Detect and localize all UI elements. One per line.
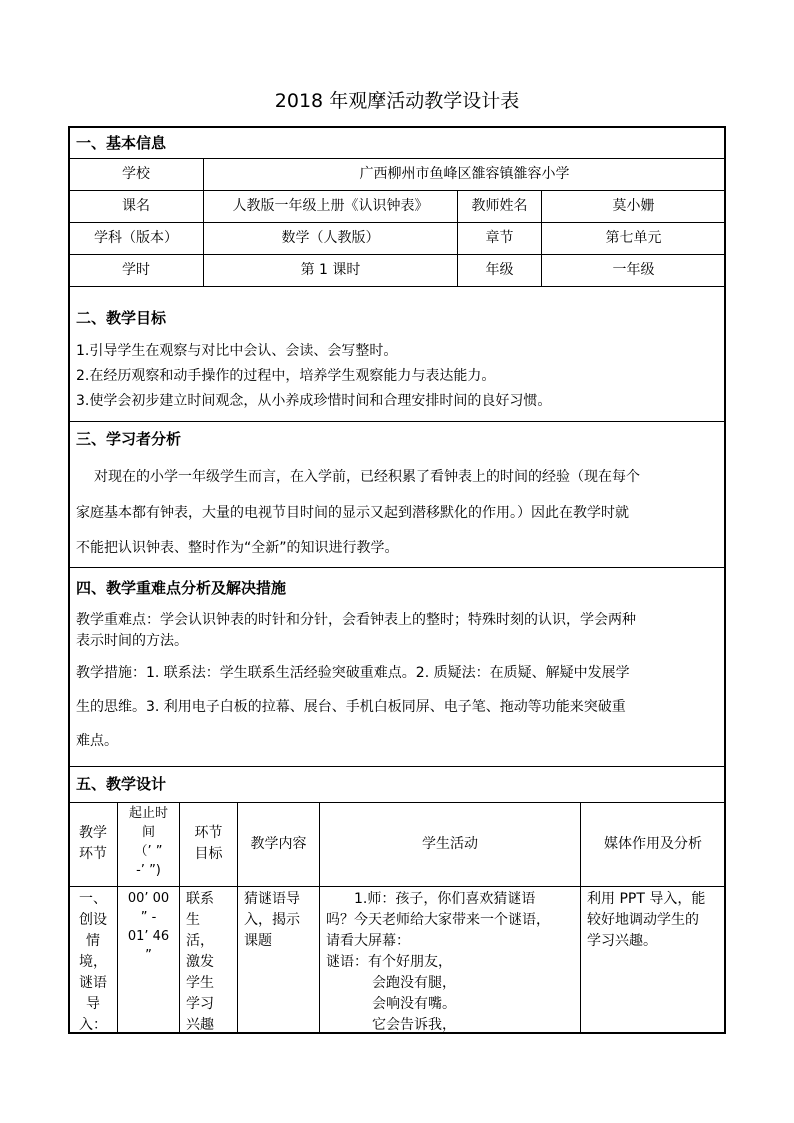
col-header-activity: 学生活动 [422, 836, 478, 852]
row1-content [238, 889, 319, 952]
row1-goal-line: 活， [186, 933, 214, 949]
period-value: 第 1 课时 [300, 262, 361, 278]
col-header-time [118, 804, 179, 880]
row1-activity-line: 会响没有嘴。 [372, 996, 456, 1012]
grade-label: 年级 [485, 262, 514, 278]
chapter-label: 章节 [485, 230, 514, 246]
col-header-goal-line: 环节 [194, 825, 223, 841]
row1-goal-line: 联系 [186, 891, 214, 907]
row1-time-line: ” [145, 948, 152, 963]
row1-media [581, 889, 725, 952]
measures-line: 教学措施：1. 联系法：学生联系生活经验突破重难点。2. 质疑法：在质疑、解疑中发展学 [76, 665, 630, 681]
divider [68, 421, 726, 422]
row1-media-line: 利用 PPT 导入，能 [587, 891, 706, 907]
divider [68, 222, 726, 223]
row1-activity-line: 会跑没有腿， [372, 975, 456, 991]
learner-paragraph-line: 家庭基本都有钟表，大量的电视节目时间的显示又起到潜移默化的作用。）因此在教学时就 [76, 505, 629, 521]
col-header-stage [69, 823, 117, 865]
section-design-heading: 五、教学设计 [76, 775, 167, 793]
row1-media-line: 学习兴趣。 [587, 933, 657, 949]
row1-goal-line: 学生 [186, 975, 214, 991]
row1-time-line: ” - [140, 910, 157, 925]
row1-stage [69, 889, 117, 1036]
divider [68, 158, 726, 159]
col-header-time-line: 间 [141, 825, 155, 840]
row1-content-line: 课题 [244, 933, 272, 949]
grade-value: 一年级 [612, 262, 655, 278]
divider [68, 567, 726, 568]
row1-goal-line: 生 [186, 912, 200, 928]
divider [68, 286, 726, 287]
row1-activity-line: 1.师：孩子，你们喜欢猜谜语 [354, 891, 536, 907]
school-value: 广西柳州市鱼峰区雒容镇雒容小学 [359, 166, 570, 182]
goal-item: 3.使学会初步建立时间观念，从小养成珍惜时间和合理安排时间的良好习惯。 [76, 393, 552, 409]
col-header-content: 教学内容 [250, 836, 307, 852]
row1-media-line: 较好地调动学生的 [587, 912, 699, 928]
col-header-time-line: 起止时 [128, 806, 168, 821]
row1-time-line: 01’ 46 [127, 929, 170, 944]
goal-item: 1.引导学生在观察与对比中会认、会读、会写整时。 [76, 343, 398, 359]
row1-goal-line: 学习 [186, 996, 214, 1012]
row1-activity-line: 请看大屏幕： [326, 933, 410, 949]
row1-stage-line: 入： [79, 1017, 107, 1033]
divider [68, 766, 726, 767]
row1-content-line: 猜谜语导 [244, 891, 300, 907]
col-header-time-line: （’ ” [134, 844, 163, 859]
subject-value: 数学（人教版） [281, 230, 380, 246]
col-header-media: 媒体作用及分析 [604, 836, 702, 852]
keypoints-line: 教学重难点：学会认识钟表的时针和分针，会看钟表上的整时；特殊时刻的认识，学会两种 [76, 612, 636, 628]
section-keypoints-heading: 四、教学重难点分析及解决措施 [76, 579, 287, 597]
row1-stage-line: 谜语 [79, 975, 107, 991]
divider [68, 190, 726, 191]
divider [68, 886, 726, 887]
page-title: 2018 年观摩活动教学设计表 [274, 90, 520, 112]
row1-stage-line: 创设 [79, 912, 107, 928]
row1-stage-line: 一、 [79, 891, 107, 907]
subject-label: 学科（版本） [94, 230, 178, 246]
row1-time-line: 00’ 00 [127, 891, 170, 906]
section-goals-heading: 二、教学目标 [76, 309, 167, 327]
row1-time [118, 889, 179, 965]
measures-line: 生的思维。3. 利用电子白板的拉幕、展台、手机白板同屏、电子笔、拖动等功能来突破重 [76, 699, 626, 715]
goal-item: 2.在经历观察和动手操作的过程中，培养学生观察能力与表达能力。 [76, 368, 496, 384]
divider [68, 254, 726, 255]
row1-activity-line: 它会告诉我， [372, 1017, 456, 1033]
keypoints-line: 表示时间的方法。 [76, 633, 188, 649]
row1-goal-line: 兴趣 [186, 1017, 214, 1033]
row1-goal-line: 激发 [186, 954, 214, 970]
chapter-value: 第七单元 [605, 230, 662, 246]
row1-activity-line: 谜语：有个好朋友， [326, 954, 452, 970]
row1-stage-line: 导 [86, 996, 100, 1012]
section-basic-info-heading: 一、基本信息 [76, 134, 167, 152]
row1-stage-line: 境， [79, 954, 107, 970]
col-header-stage-line: 教学 [79, 825, 107, 841]
period-label: 学时 [122, 262, 150, 278]
divider [68, 802, 726, 803]
row1-activity [320, 889, 580, 1036]
row1-stage-line: 情 [86, 933, 100, 949]
row1-activity-line: 吗？今天老师给大家带来一个谜语， [326, 912, 550, 928]
teacher-value: 莫小姗 [612, 198, 655, 214]
course-value: 人教版一年级上册《认识钟表》 [232, 198, 429, 214]
row1-content-line: 入，揭示 [244, 912, 300, 928]
learner-paragraph-line: 不能把认识钟表、整时作为“全新”的知识进行教学。 [76, 540, 399, 556]
school-label: 学校 [122, 166, 150, 182]
row1-goal [180, 889, 237, 1036]
section-learner-heading: 三、学习者分析 [76, 430, 182, 448]
col-header-stage-line: 环节 [79, 846, 107, 862]
learner-paragraph-line: 对现在的小学一年级学生而言，在入学前，已经积累了看钟表上的时间的经验（现在每个 [94, 469, 640, 485]
col-header-goal-line: 目标 [194, 846, 223, 862]
course-label: 课名 [122, 198, 150, 214]
col-header-time-line: -’ ”) [136, 863, 161, 878]
measures-line: 难点。 [76, 733, 118, 749]
col-header-goal [180, 823, 237, 865]
teacher-label: 教师姓名 [471, 198, 528, 214]
